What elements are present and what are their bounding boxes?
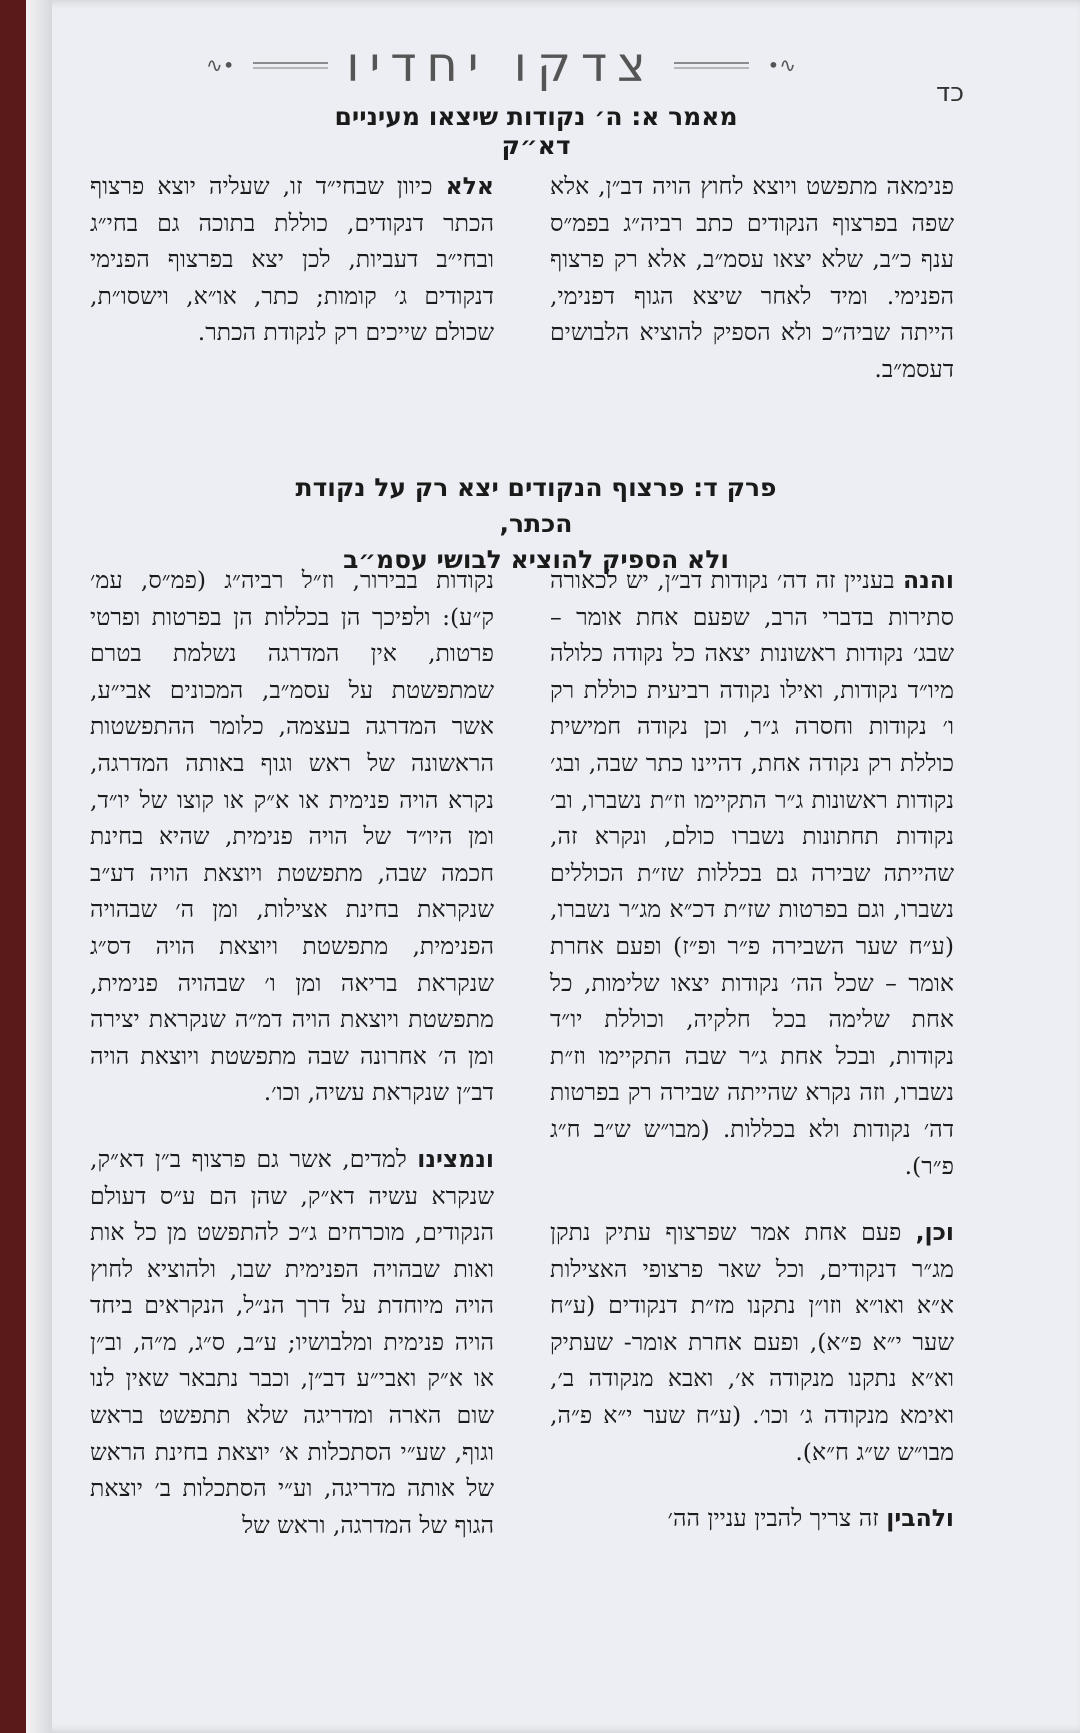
paragraph-venimtzeinu (90, 1141, 494, 1544)
paragraph-vechen (550, 1214, 954, 1470)
header-rule-right (674, 62, 750, 69)
running-header (206, 37, 796, 93)
top-right-column (550, 168, 954, 388)
bottom-right-column (550, 562, 954, 1537)
maamar-title: מאמר א: ה׳ נקודות שיצאו מעיניים דא״ק (334, 102, 738, 160)
paragraph-nekudot: נקודות בבירור, וז״ל רביה״ג (פמ״ס, עמ׳ ק״ע): ולפיכך הן בכללות הן בפרטות ופרטי פרטות, אין המדרגה נשלמת בטרם שמתפשטת על עסמ״ב, המכונים אבי״ע, אשר המדרגה בעצמה, כלומר ההתפשטות הראשונה של ראש וגוף באותה המדרגה, נקרא הויה פנימית או א״ק או קוצו של יו״ד, ומן היו״ד של הויה פנימית, שהיא בחינת חכמה שבה, מתפשטת ויוצאת הויה דע״ב שנקראת בחינת אצילות, ומן ה׳ שבהויה הפנימית, מתפשטת ויוצאת הויה דס״ג שנקראת בריאה ומן ו׳ שבהויה פנימית, מתפשטת ויוצאת הויה דמ״ה שנקראת יצירה ומן ה׳ אחרונה שבה מתפשטת ויוצאת הויה דב״ן שנקראת עשיה, וכו׳. (90, 566, 494, 1107)
lead-word: והנה (902, 566, 954, 594)
lead-word: אלא (445, 172, 494, 200)
paragraph-text: בעניין זה דה׳ נקודות דב״ן, יש לכאורה סתירות בדברי הרב, שפעם אחת אומר – שבג׳ נקודות ראשונות יצאה כל נקודה כלולה מיו״ד נקודות, ואילו נקודה רביעית כוללת רק ו׳ נקודות וחסרה ג״ר, וכן נקודה חמישית כוללת רק נקודה אחת, דהיינו כתר שבה, ובג׳ נקודות ראשונות ג״ר התקיימו וז״ת נשברו, וב׳ נקודות תחתונות נשברו כולם, ונקרא זה, שהייתה שבירה גם בכללות שז״ת הכוללים נשברו, וגם בפרטות שז״ת דכ״א מג״ר נשברו, (ע״ח שער השבירה פ״ר ופ״ז) ופעם אחרת אומר – שכל הה׳ נקודות יצאו שלימות, כל אחת שלימה בכל חלקיה, וכוללת יו״ד נקודות, ובכל אחת ג״ר שבה התקיימו וז״ת נשברו, וזה נקרא שהייתה שבירה רק בפרטות דה׳ נקודות ולא בכללות. (מבו״ש ש״ב ח״ג פ״ר). (550, 566, 954, 1180)
paragraph-ulehavin (550, 1500, 954, 1537)
lead-word: ונמצינו (417, 1144, 494, 1173)
top-left-column (90, 168, 494, 351)
paragraph-vehineh (550, 562, 954, 1184)
chapter-heading-line-2: ולא הספיק להוציא לבושי עסמ״ב (343, 545, 729, 574)
chapter-heading-line-1: פרק ד: פרצוף הנקודים יצא רק על נקודת הכתר, (295, 473, 777, 538)
book-page (26, 0, 1080, 1733)
paragraph-text: פעם אחת אמר שפרצוף עתיק נתקן מג״ר דנקודים, וכל שאר פרצופי האצילות א״א ואו״א וזו״ן נתקנו מז״ת דנקודים (ע״ח שער י״א פ״א), ופעם אחרת אומר- שעתיק וא״א נתקנו מנקודה א׳, ואבא מנקודה ב׳, ואימא מנקודה ג׳ וכו׳. (ע״ח שער י״א פ״ה, מבו״ש ש״ג ח״א). (550, 1218, 954, 1466)
bottom-left-column (90, 562, 494, 1543)
paragraph-text: זה צריך להבין עניין הה׳ (667, 1504, 879, 1533)
lead-word: וכן, (915, 1218, 954, 1247)
header-rule-left (253, 62, 329, 69)
header-title: צדקו יחדיו (346, 37, 656, 93)
flourish-ornament-left: ∿• (206, 53, 235, 77)
page-number: כד (936, 78, 964, 108)
lead-word: ולהבין (886, 1504, 954, 1533)
paragraph-text: למדים, אשר גם פרצוף ב״ן דא״ק, שנקרא עשיה דא״ק, שהן הם ע״ס דעולם הנקודים, מוכרחים ג״כ להתפשט מן כל אות ואות שבהויה הפנימית שבו, ולהוציא לחוץ הויה מיוחדת על דרך הנ״ל, הנקראים ביחד הויה פנימית ומלבושיו; ע״ב, ס״ג, מ״ה, וב״ן או א״ק ואבי״ע דב״ן, וכבר נתבאר שאין לנו שום הארה ומדריגה שלא תתפשט בראש וגוף, שע״י הסתכלות א׳ יוצאת בחינת הראש של אותה מדריגה, וע״י הסתכלות ב׳ יוצאת הגוף של המדרגה, וראש של (90, 1144, 494, 1539)
page-gutter (26, 0, 52, 1733)
paragraph-text: כיוון שבחי״ד זו, שעליה יוצא פרצוף הכתר דנקודים, כוללת בתוכה גם בחי״ג ובחי״ב דעביות, לכן יצא בפרצוף הפנימי דנקודים ג׳ קומות; כתר, או״א, וישסו״ת, שכולם שייכים רק לנקודת הכתר. (90, 172, 494, 347)
top-left-paragraph (90, 168, 494, 351)
top-right-paragraph: פנימאה מתפשט ויוצא לחוץ הויה דב״ן, אלא שפה בפרצוף הנקודים כתב רביה״ג בפמ״ס ענף כ״ב, שלא יצאו עסמ״ב, אלא רק פרצוף הפנימי. ומיד לאחר שיצא הגוף דפנימי, הייתה שביה״כ ולא הספיק להוציא הלבושים דעסמ״ב. (550, 172, 954, 383)
flourish-ornament-right: •∿ (767, 53, 796, 77)
